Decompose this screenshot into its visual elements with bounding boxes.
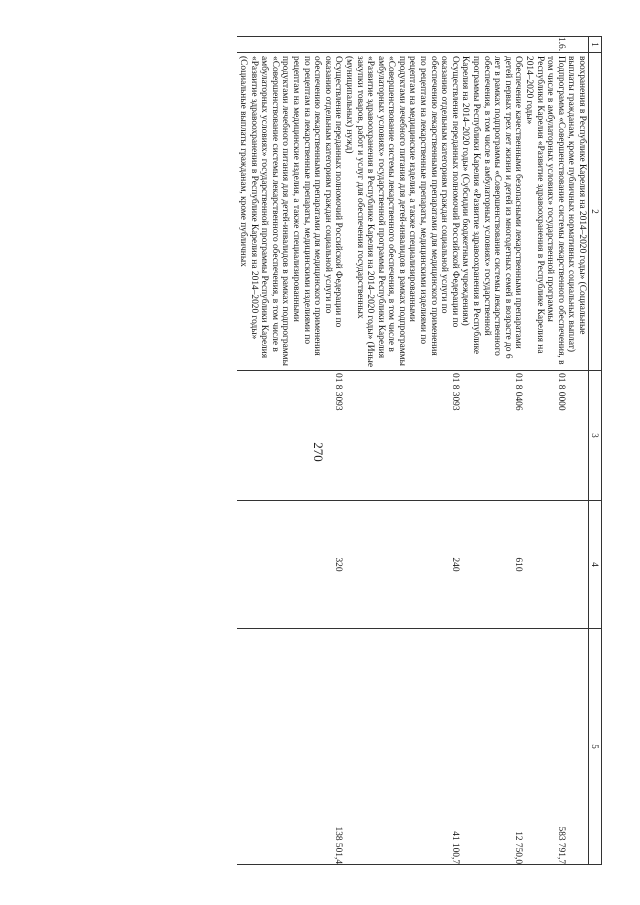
table-row: [460, 37, 524, 865]
header-col-5: 5: [589, 629, 602, 865]
row-amount: 583 791,7: [523, 629, 565, 865]
row-amount: 12 750,0: [460, 629, 524, 865]
row-target-code: 01 8 0000: [523, 371, 565, 501]
row-number: [566, 37, 589, 53]
row-expense-type: [523, 501, 565, 629]
table-header-row: [589, 37, 602, 865]
row-number: [343, 37, 460, 53]
row-target-code: [566, 371, 589, 501]
table-row: [343, 37, 460, 865]
table-row: [523, 37, 565, 865]
header-col-2: 2: [589, 53, 602, 371]
row-amount: [566, 629, 589, 865]
row-description: Обеспечение качественными безопасными лекарственными препаратами детей первых трех лет жизни и детей из многодетных семей в возрасте до 6 лет в рамках подпрограммы «Совершенствование системы лекарственного обеспечения, в том числе в амбулаторных условиях» государственной программы Республики Карелия «Развитие здравоохранения в Республике Карелия на 2014–2020 годы» (Субсидии бюджетным учреждениям): [460, 53, 524, 371]
row-expense-type: 610: [460, 501, 524, 629]
row-target-code: 01 8 3093: [343, 371, 460, 501]
row-number: [460, 37, 524, 53]
row-description: Осуществление переданных полномочий Российской Федерации по оказанию отдельным категориям граждан социальной услуги по обеспечению лекарственными препаратами для медицинского применения по рецептам на лекарственные препараты, медицинскими изделиями по рецептам на медицинские изделия, а также специализированными продуктами лечебного питания для детей-инвалидов в рамках подпрограммы «Совершенствование системы лекарственного обеспечения, в том числе в амбулаторных условиях» государственной программы Республики Карелия «Развитие здравоохранения в Республике Карелия на 2014–2020 годы» (Иные закупки товаров, работ и услуг для обеспечения государственных (муниципальных) нужд): [343, 53, 460, 371]
row-number: [237, 37, 343, 53]
row-description: воохранения в Республике Карелия на 2014–2020 годы» (Социальные выплаты гражданам, кроме публичных нормативных социальных выплат): [566, 53, 589, 371]
row-target-code: 01 8 3093: [237, 371, 343, 501]
row-description: Осуществление переданных полномочий Российской Федерации по оказанию отдельным категориям граждан социальной услуги по обеспечению лекарственными препаратами для медицинского применения по рецептам на лекарственные препараты, медицинскими изделиями по рецептам на медицинские изделия, а также специализированными продуктами лечебного питания для детей-инвалидов в рамках подпрограммы «Совершенствование системы лекарственного обеспечения, в том числе в амбулаторных условиях» государственной программы Республики Карелия «Развитие здравоохранения в Республике Карелия на 2014–2020 годы» (Социальные выплаты гражданам, кроме публичных: [237, 53, 343, 371]
row-expense-type: [566, 501, 589, 629]
header-col-3: 3: [589, 371, 602, 501]
budget-table: [237, 36, 602, 865]
row-amount: 41 100,7: [343, 629, 460, 865]
row-target-code: 01 8 0406: [460, 371, 524, 501]
budget-table-wrapper: [40, 36, 602, 864]
row-expense-type: 320: [237, 501, 343, 629]
row-description: Подпрограмма «Совершенствование системы лекарственного обеспечения, в том числе в амбулаторных условиях» государственной программы Республики Карелия «Развитие здравоохранения в Республике Карелия на 2014–2020 годы»: [523, 53, 565, 371]
table-row: [237, 37, 343, 865]
row-expense-type: 240: [343, 501, 460, 629]
page-number: 270: [311, 442, 326, 462]
row-number: 1.6.: [523, 37, 565, 53]
table-row: [566, 37, 589, 865]
header-col-4: 4: [589, 501, 602, 629]
row-amount: 138 501,4: [237, 629, 343, 865]
header-col-1: 1: [589, 37, 602, 53]
